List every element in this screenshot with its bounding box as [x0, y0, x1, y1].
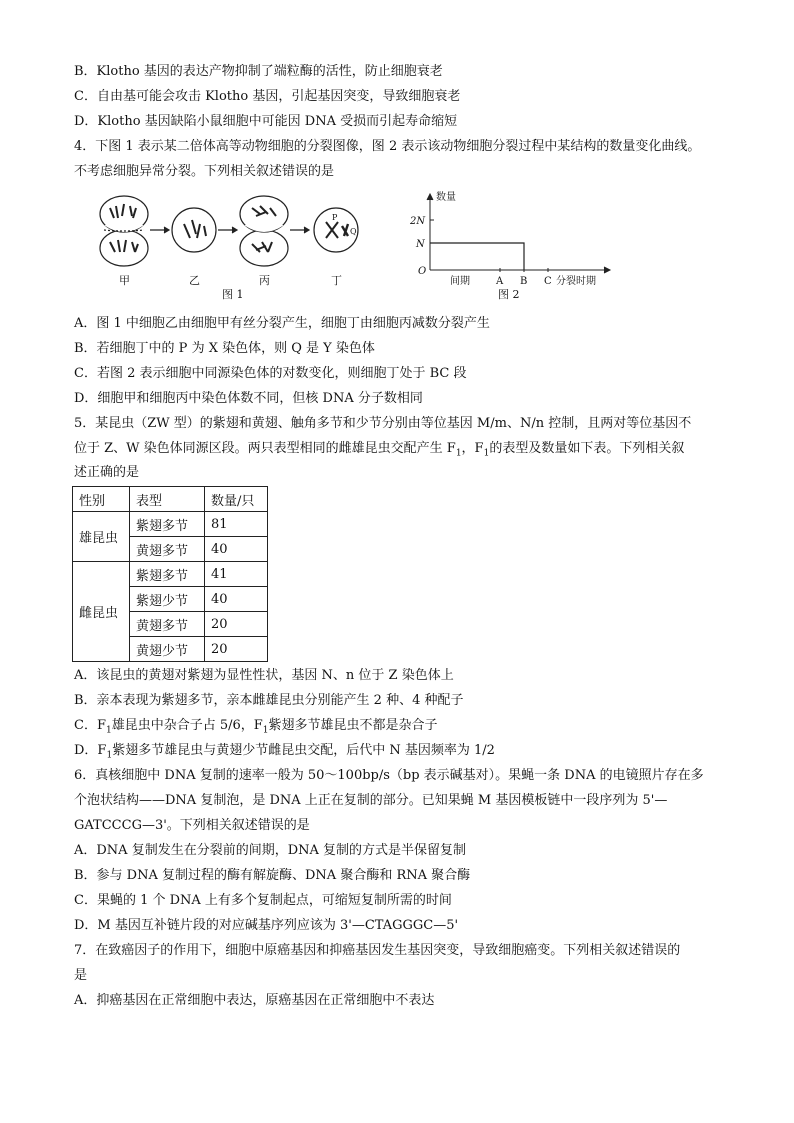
- figure2-x-title: 分裂时期: [556, 276, 596, 287]
- figure2-caption: 图 2: [498, 288, 520, 301]
- table-row: [73, 562, 268, 587]
- cell-phenotype: 黄翅少节: [130, 637, 205, 662]
- q4-option-d: D．细胞甲和细胞丙中染色体数不同，但核 DNA 分子数相同: [74, 391, 423, 406]
- figure1: [100, 196, 358, 287]
- q6-stem-line3: GATCCCG—3'。下列相关叙述错误的是: [74, 818, 310, 833]
- cell-label-bing: 丙: [259, 274, 270, 287]
- q5-option-a: A．该昆虫的黄翅对紫翅为显性性状，基因 N、n 位于 Z 染色体上: [74, 668, 454, 683]
- cell-female: 雌昆虫: [73, 562, 130, 662]
- figure2-x-label-c: C: [544, 276, 552, 287]
- header-phenotype: 表型: [130, 487, 205, 512]
- cell-phenotype: 黄翅多节: [130, 537, 205, 562]
- q6-option-b: B．参与 DNA 复制过程的酶有解旋酶、DNA 聚合酶和 RNA 聚合酶: [74, 868, 471, 883]
- q5-stem-line2: 位于 Z、W 染色体同源区段。两只表型相同的雌雄昆虫交配产生 $F_1$，$F_1$的表型及数量如下表。下列相关叙: [74, 441, 685, 459]
- q6-option-d: D．M 基因互补链片段的对应碱基序列应该为 3'—CTAGGGC—5': [74, 918, 459, 933]
- q7-stem-line1: 7．在致癌因子的作用下，细胞中原癌基因和抑癌基因发生基因突变，导致细胞癌变。下列相关叙述错误的: [74, 943, 681, 958]
- cell-phenotype: 紫翅多节: [130, 512, 205, 537]
- q4-figures: [96, 190, 616, 305]
- q4-option-c: C．若图 2 表示细胞中同源染色体的对数变化，则细胞丁处于 BC 段: [74, 366, 467, 381]
- q4-stem-line1: 4．下图 1 表示某二倍体高等动物细胞的分裂图像，图 2 表示该动物细胞分裂过程中某结构的数量变化曲线。: [74, 139, 701, 154]
- figure2-x-label-a: A: [496, 276, 504, 287]
- cell-phenotype: 紫翅多节: [130, 562, 205, 587]
- q5-table: [72, 486, 268, 662]
- q3-option-b: B．Klotho 基因的表达产物抑制了端粒酶的活性，防止细胞衰老: [74, 64, 443, 79]
- cell-count: 40: [205, 537, 268, 562]
- figure2-x-label-b: B: [520, 276, 528, 287]
- q7-option-a: A．抑癌基因在正常细胞中表达，原癌基因在正常细胞中不表达: [74, 993, 435, 1008]
- q5-option-b: B．亲本表现为紫翅多节，亲本雌雄昆虫分别能产生 2 种、4 种配子: [74, 693, 464, 708]
- q4-option-a: A．图 1 中细胞乙由细胞甲有丝分裂产生，细胞丁由细胞丙减数分裂产生: [74, 316, 490, 331]
- chrom-label-q: Q: [350, 227, 357, 236]
- cell-yi: [172, 208, 216, 252]
- cell-label-ding: 丁: [331, 274, 342, 287]
- table-row: [73, 512, 268, 537]
- table-header-row: [73, 487, 268, 512]
- header-sex: 性别: [73, 487, 130, 512]
- q6-option-c: C．果蝇的 1 个 DNA 上有多个复制起点，可缩短复制所需的时间: [74, 893, 452, 908]
- figure1-caption: 图 1: [222, 288, 244, 301]
- cell-count: 20: [205, 637, 268, 662]
- figure2-x-label-interphase: 间期: [450, 276, 470, 287]
- q4-stem-line2: 不考虑细胞异常分裂。下列相关叙述错误的是: [74, 164, 335, 179]
- figure2-y-tick-2n: 2N: [410, 216, 426, 227]
- q6-stem-line2: 个泡状结构——DNA 复制泡，是 DNA 上正在复制的部分。已知果蝇 M 基因模板链中一段序列为 5'—: [74, 793, 668, 808]
- q5-stem-line3: 述正确的是: [74, 465, 140, 480]
- cell-label-yi: 乙: [189, 274, 200, 287]
- figure2-y-tick-n: N: [416, 239, 425, 250]
- q7-stem-line2: 是: [74, 968, 88, 983]
- cell-phenotype: 紫翅少节: [130, 587, 205, 612]
- cell-label-jia: 甲: [119, 274, 130, 287]
- chrom-label-p: P: [332, 213, 338, 222]
- cell-count: 40: [205, 587, 268, 612]
- figure2-origin: O: [418, 266, 427, 277]
- cell-phenotype: 黄翅多节: [130, 612, 205, 637]
- cell-male: 雄昆虫: [73, 512, 130, 562]
- q5-option-c: C．$F_1$雄昆虫中杂合子占 5/6，$F_1$紫翅多节雄昆虫不都是杂合子: [74, 718, 438, 736]
- q3-option-c: C．自由基可能会攻击 Klotho 基因，引起基因突变，导致细胞衰老: [74, 89, 461, 104]
- header-count: 数量/只: [205, 487, 268, 512]
- q5-option-d: D．$F_1$紫翅多节雄昆虫与黄翅少节雌昆虫交配，后代中 N 基因频率为 1/2: [74, 743, 495, 761]
- q5-stem-line1: 5．某昆虫（ZW 型）的紫翅和黄翅、触角多节和少节分别由等位基因 M/m、N/n 控制，且两对等位基因不: [74, 416, 692, 431]
- cell-count: 81: [205, 512, 268, 537]
- q6-option-a: A．DNA 复制发生在分裂前的间期，DNA 复制的方式是半保留复制: [74, 843, 467, 858]
- cell-count: 41: [205, 562, 268, 587]
- q4-option-b: B．若细胞丁中的 P 为 X 染色体，则 Q 是 Y 染色体: [74, 341, 375, 356]
- cell-bing: [240, 196, 288, 266]
- q3-option-d: D．Klotho 基因缺陷小鼠细胞中可能因 DNA 受损而引起寿命缩短: [74, 114, 458, 129]
- figure2: [427, 194, 610, 273]
- cell-count: 20: [205, 612, 268, 637]
- q6-stem-line1: 6．真核细胞中 DNA 复制的速率一般为 50～100bp/s（bp 表示碱基对）。果蝇一条 DNA 的电镜照片存在多: [74, 768, 704, 783]
- cell-jia: [100, 196, 148, 266]
- figure2-y-title: 数量: [436, 192, 456, 203]
